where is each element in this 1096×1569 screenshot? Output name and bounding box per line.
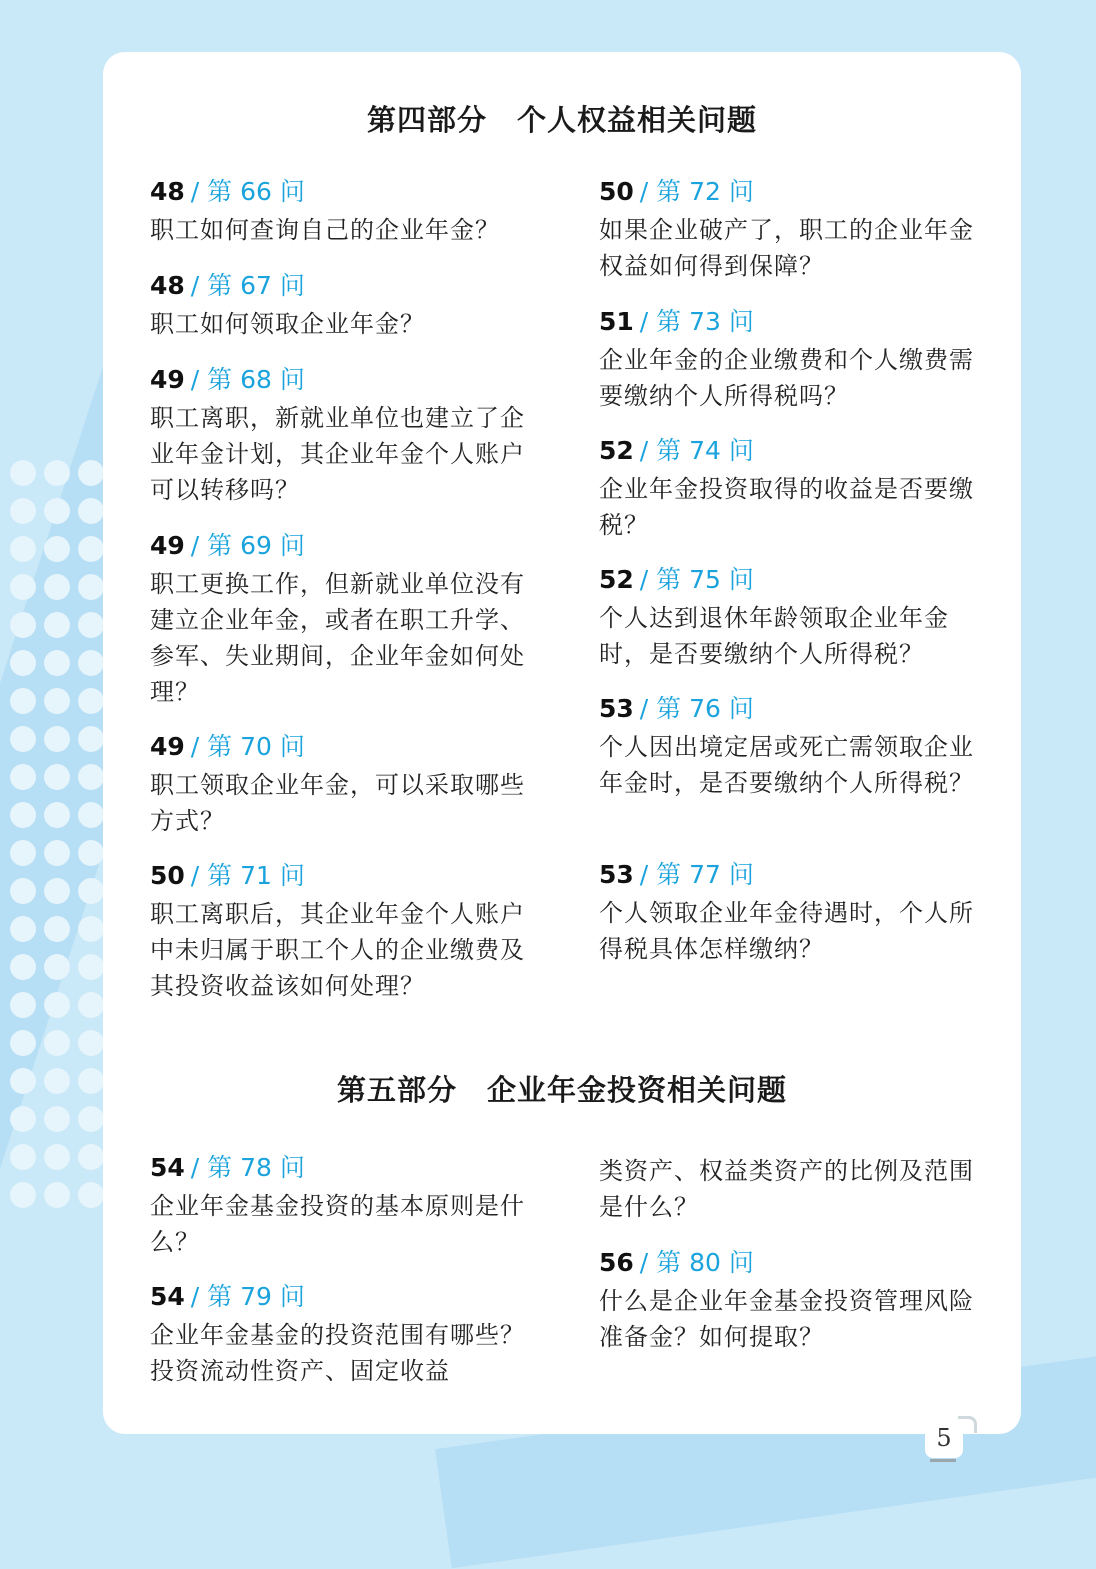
toc-entry[interactable] (150, 731, 532, 839)
background-dot (78, 992, 104, 1018)
background-dot (44, 612, 70, 638)
page-ref: 50 (599, 177, 634, 206)
background-dot (78, 878, 104, 904)
background-dot (44, 1144, 70, 1170)
page-ref: 53 (599, 694, 634, 723)
page-ref: 48 (150, 271, 185, 300)
background-dot (78, 498, 104, 524)
background-dot (10, 574, 36, 600)
question-ref: / 第 67 问 (190, 271, 305, 300)
page-ref: 54 (150, 1282, 185, 1311)
background-dot (78, 1106, 104, 1132)
background-dot (44, 726, 70, 752)
background-dot (10, 612, 36, 638)
background-dot (78, 802, 104, 828)
background-dot (10, 878, 36, 904)
background-dot (78, 536, 104, 562)
question-ref: / 第 75 问 (639, 565, 754, 594)
background-dot (44, 1030, 70, 1056)
toc-entry[interactable] (150, 270, 532, 342)
question-ref: / 第 70 问 (190, 732, 305, 761)
background-dot (10, 460, 36, 486)
page-ref: 49 (150, 732, 185, 761)
background-dot (44, 992, 70, 1018)
background-dot (44, 1182, 70, 1208)
question-ref: / 第 77 问 (639, 860, 754, 889)
background-dot (44, 574, 70, 600)
toc-entry[interactable] (150, 860, 532, 1004)
background-dot (10, 688, 36, 714)
background-dot (44, 650, 70, 676)
question-text: 职工离职后，其企业年金个人账户中未归属于职工个人的企业缴费及其投资收益该如何处理？ (150, 900, 525, 1000)
question-ref: / 第 69 问 (190, 531, 305, 560)
page-number-underline (930, 1459, 956, 1462)
background-dot (78, 1182, 104, 1208)
background-dot (78, 764, 104, 790)
background-dot (10, 1106, 36, 1132)
background-dot (10, 992, 36, 1018)
question-text: 企业年金的企业缴费和个人缴费需要缴纳个人所得税吗？ (599, 346, 974, 410)
question-text: 职工离职，新就业单位也建立了企业年金计划，其企业年金个人账户可以转移吗？ (150, 404, 525, 504)
background-dot (10, 1182, 36, 1208)
background-dot (78, 726, 104, 752)
toc-entry[interactable] (150, 530, 532, 710)
toc-entry-continued[interactable] (599, 1153, 981, 1225)
background-dot (78, 1144, 104, 1170)
background-dot (10, 764, 36, 790)
section-title: 第五部分 企业年金投资相关问题 (336, 1073, 787, 1107)
question-ref: / 第 66 问 (190, 177, 305, 206)
toc-entry[interactable] (599, 693, 981, 801)
question-ref: / 第 74 问 (639, 436, 754, 465)
question-text: 职工领取企业年金，可以采取哪些方式？ (150, 771, 525, 835)
page-ref: 54 (150, 1153, 185, 1182)
page-ref: 50 (150, 861, 185, 890)
background-dot (78, 688, 104, 714)
toc-entry[interactable] (599, 859, 981, 967)
background-dot (10, 1068, 36, 1094)
background-dot (44, 802, 70, 828)
background-dot (44, 916, 70, 942)
background-dot (10, 840, 36, 866)
background-dot (44, 536, 70, 562)
background-dot (10, 650, 36, 676)
background-dot (78, 650, 104, 676)
background-dot (44, 764, 70, 790)
background-dot (10, 802, 36, 828)
background-dot (44, 498, 70, 524)
question-text: 个人因出境定居或死亡需领取企业年金时，是否要缴纳个人所得税？ (599, 733, 974, 797)
background-dot (78, 840, 104, 866)
background-dot (78, 574, 104, 600)
question-text: 什么是企业年金基金投资管理风险准备金？如何提取？ (599, 1287, 974, 1351)
toc-entry[interactable] (150, 1281, 532, 1389)
background-dot (44, 954, 70, 980)
question-text: 职工更换工作，但新就业单位没有建立企业年金，或者在职工升学、参军、失业期间，企业年金如何处理？ (150, 570, 525, 706)
background-dot (10, 536, 36, 562)
question-ref: / 第 78 问 (190, 1153, 305, 1182)
background-dot (78, 612, 104, 638)
page-ref: 51 (599, 307, 634, 336)
page-ref: 56 (599, 1248, 634, 1277)
page-ref: 49 (150, 365, 185, 394)
question-text: 个人领取企业年金待遇时，个人所得税具体怎样缴纳？ (599, 899, 974, 963)
toc-entry[interactable] (599, 435, 981, 543)
page-ref: 52 (599, 436, 634, 465)
section-title: 第四部分 个人权益相关问题 (366, 103, 757, 137)
question-text: 类资产、权益类资产的比例及范围是什么？ (599, 1157, 974, 1221)
background-dot (78, 460, 104, 486)
toc-entry[interactable] (599, 306, 981, 414)
question-ref: / 第 68 问 (190, 365, 305, 394)
question-ref: / 第 72 问 (639, 177, 754, 206)
toc-entry[interactable] (150, 364, 532, 508)
page-ref: 53 (599, 860, 634, 889)
page-ref: 48 (150, 177, 185, 206)
background-dot (44, 840, 70, 866)
background-dot (78, 1068, 104, 1094)
question-ref: / 第 76 问 (639, 694, 754, 723)
content-card (103, 52, 1021, 1434)
question-text: 企业年金基金投资的基本原则是什么？ (150, 1192, 525, 1256)
background-dot (44, 878, 70, 904)
background-dot (10, 726, 36, 752)
question-text: 职工如何领取企业年金？ (150, 310, 425, 338)
background-dot (10, 916, 36, 942)
question-ref: / 第 80 问 (639, 1248, 754, 1277)
background-dot (10, 1144, 36, 1170)
question-text: 如果企业破产了，职工的企业年金权益如何得到保障？ (599, 216, 974, 280)
question-text: 企业年金投资取得的收益是否要缴税？ (599, 475, 974, 539)
background-dot (78, 916, 104, 942)
page-ref: 49 (150, 531, 185, 560)
background-dot (44, 1068, 70, 1094)
background-dot (10, 954, 36, 980)
toc-entry[interactable] (599, 176, 981, 284)
toc-entry[interactable] (599, 564, 981, 672)
background-dot (44, 1106, 70, 1132)
background-dot (78, 1030, 104, 1056)
toc-entry[interactable] (599, 1247, 981, 1355)
question-text: 企业年金基金的投资范围有哪些？投资流动性资产、固定收益 (150, 1321, 525, 1385)
background-dot (10, 1030, 36, 1056)
toc-entry[interactable] (150, 1152, 532, 1260)
page-number: 5 (925, 1418, 963, 1458)
background-dot (10, 498, 36, 524)
question-ref: / 第 71 问 (190, 861, 305, 890)
page-ref: 52 (599, 565, 634, 594)
background-dot (44, 460, 70, 486)
toc-entry[interactable] (150, 176, 532, 248)
question-ref: / 第 79 问 (190, 1282, 305, 1311)
question-text: 职工如何查询自己的企业年金？ (150, 216, 500, 244)
question-text: 个人达到退休年龄领取企业年金时，是否要缴纳个人所得税？ (599, 604, 949, 668)
question-ref: / 第 73 问 (639, 307, 754, 336)
background-dot (78, 954, 104, 980)
background-dot (44, 688, 70, 714)
